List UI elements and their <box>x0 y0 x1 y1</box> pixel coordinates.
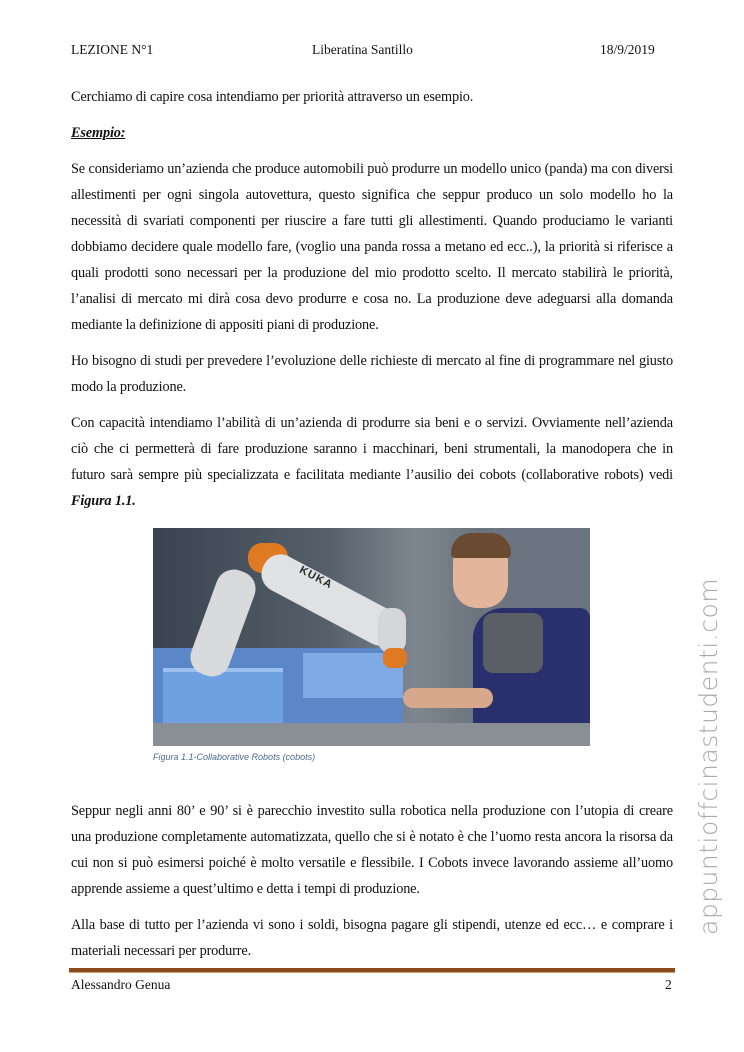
paragraph: Alla base di tutto per l’azienda vi sono i soldi, bisogna pagare gli stipendi, utenze ed ecc… e comprare i materiali necessari per produrre. <box>71 917 673 959</box>
body-top <box>71 84 673 524</box>
intro-paragraph: Cerchiamo di capire cosa intendiamo per priorità attraverso un esempio. <box>71 89 474 105</box>
footer-rule <box>69 968 675 973</box>
footer-author: Alessandro Genua <box>71 977 171 992</box>
robot-brand-label: KUKA <box>297 564 335 592</box>
paragraph: Ho bisogno di studi per prevedere l’evoluzione delle richieste di mercato al fine di programmare nel giusto modo la produzione. <box>71 353 673 395</box>
header-author: Liberatina Santillo <box>312 42 413 57</box>
figure-caption: Figura 1.1-Collaborative Robots (cobots) <box>153 752 316 762</box>
paragraph: Seppur negli anni 80’ e 90’ si è parecchio investito sulla robotica nella produzione con l’utopia di creare una produzione completamente automatizzata, quello che si è notato è che l’uomo resta ancora la risorsa da cui non si può esimersi poiché è molto versatile e flessibile. I Cobots invece lavorando assieme all’uomo apprende assieme a quest’ultimo e detta i tempi di produzione. <box>71 803 673 897</box>
page-number: 2 <box>665 977 672 992</box>
figure-reference: Figura 1.1. <box>71 493 136 509</box>
header-lesson: LEZIONE N°1 <box>71 42 154 57</box>
watermark: appuntioffcinastudenti.com <box>694 577 723 935</box>
example-heading: Esempio: <box>71 125 126 141</box>
paragraph: Con capacità intendiamo l’abilità di un’azienda di produrre sia beni e o servizi. Ovviamente nell’azienda ciò che ci permetterà di fare produzione saranno i macchinari, beni strumentali, la manodopera che in futuro sarà sempre più specializzata e facilitata mediante l’ausilio dei cobots (collaborative robots) vedi Figura 1.1. <box>71 415 673 509</box>
cobot-photo <box>153 528 590 746</box>
header-date: 18/9/2019 <box>600 42 655 57</box>
body-bottom <box>71 798 673 974</box>
paragraph: Se consideriamo un’azienda che produce automobili può produrre un modello unico (panda) ma con diversi allestimenti per ogni singola autovettura, questo significa che seppur produco un solo modello ho la necessità di svariati componenti per riuscire a fare tutti gli allestimenti. Quando produciamo le varianti dobbiamo decidere quale modello fare, (voglio una panda rossa a metano ed ecc..), la priorità si riferisce a quali prodotti sono necessari per la produzione del mio prodotto scelto. Il mercato stabilirà le priorità, l’analisi di mercato mi dirà cosa devo produrre e cosa no. La produzione deve adeguarsi alla domanda mediante la definizione di appositi piani di produzione. <box>71 161 673 333</box>
